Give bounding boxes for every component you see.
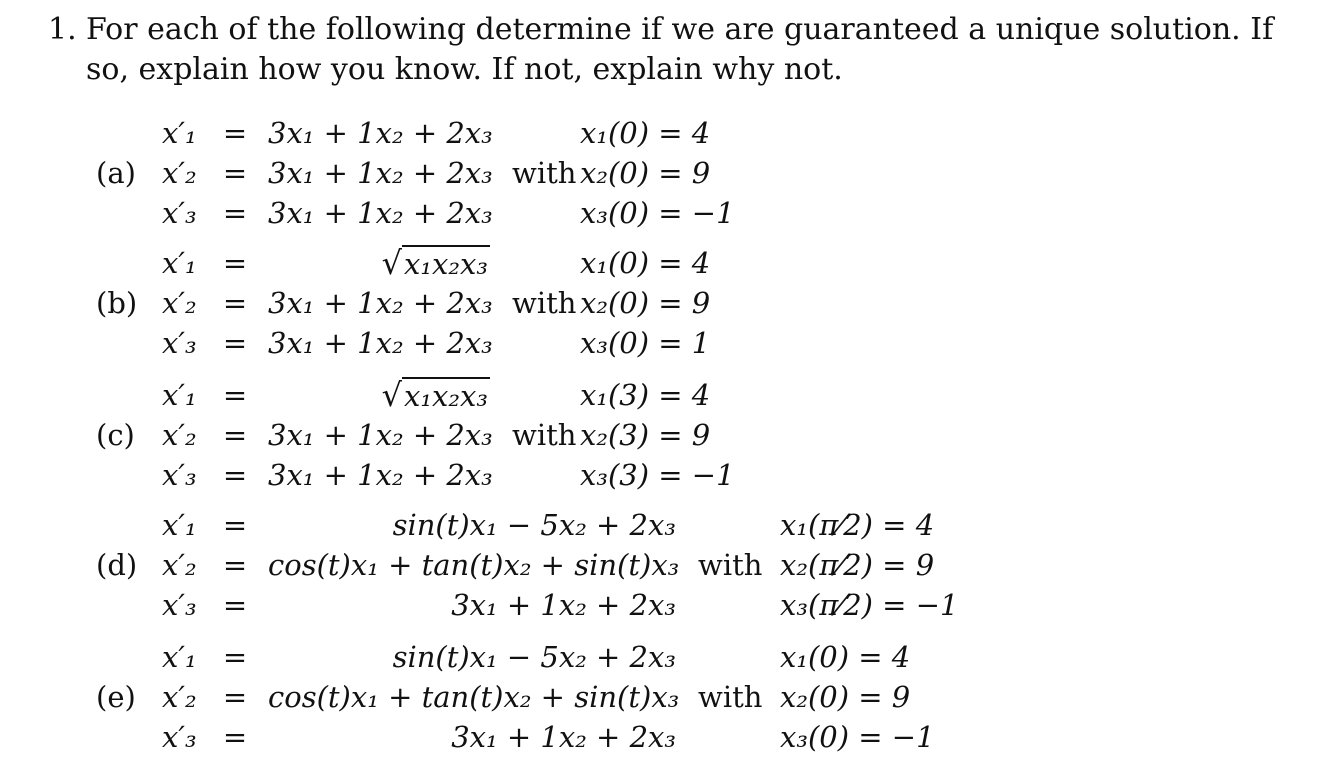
rhs-expression: 3x₁ + 1x₂ + 2x₃ [268,418,493,452]
lhs-term: x′₂ [162,680,197,714]
equation-row [0,638,1320,676]
rhs-expression: cos(t)x₁ + tan(t)x₂ + sin(t)x₃ [268,680,680,714]
equals-sign: = [222,588,248,622]
rhs-expression: 3x₁ + 1x₂ + 2x₃ [268,326,493,360]
equals-sign: = [222,720,248,754]
lhs-term: x′₃ [162,588,197,622]
radicand: x₁x₂x₃ [404,379,488,413]
equation-row [0,376,1320,414]
initial-condition: x₃(π⁄2) = −1 [780,588,959,622]
part-d [0,506,1320,626]
initial-condition: x₃(0) = −1 [780,720,935,754]
part-a [0,114,1320,234]
equals-sign: = [222,246,248,280]
lhs-term: x′₃ [162,458,197,492]
part-b [0,244,1320,364]
equals-sign: = [222,458,248,492]
lhs-term: x′₁ [162,378,197,412]
equals-sign: = [222,196,248,230]
equals-sign: = [222,286,248,320]
initial-condition: x₃(3) = −1 [580,458,735,492]
equals-sign: = [222,680,248,714]
lhs-term: x′₃ [162,720,197,754]
part-label: (e) [96,680,136,714]
equation-row [0,416,1320,454]
equals-sign: = [222,508,248,542]
lhs-term: x′₂ [162,286,197,320]
initial-condition: x₂(π⁄2) = 9 [780,548,935,582]
with-word: with [698,680,763,714]
with-word: with [512,418,577,452]
rhs-expression: sin(t)x₁ − 5x₂ + 2x₃ [392,640,676,674]
rhs-expression: sin(t)x₁ − 5x₂ + 2x₃ [392,508,676,542]
equation-row [0,456,1320,494]
part-label: (b) [96,286,138,320]
question-text: For each of the following determine if we are guaranteed a unique solution. If so, explain how you know. If not, explain why not. [86,12,1274,87]
part-e [0,638,1320,758]
rhs-expression: 3x₁ + 1x₂ + 2x₃ [268,458,493,492]
equals-sign: = [222,378,248,412]
initial-condition: x₃(0) = −1 [580,196,735,230]
equals-sign: = [222,326,248,360]
lhs-term: x′₁ [162,246,197,280]
lhs-term: x′₂ [162,156,197,190]
rhs-expression: 3x₁ + 1x₂ + 2x₃ [268,156,493,190]
equals-sign: = [222,640,248,674]
rhs-expression: 3x₁ + 1x₂ + 2x₃ [451,588,676,622]
initial-condition: x₁(π⁄2) = 4 [780,508,935,542]
lhs-term: x′₃ [162,196,197,230]
rhs-expression: 3x₁ + 1x₂ + 2x₃ [268,286,493,320]
equals-sign: = [222,548,248,582]
with-word: with [698,548,763,582]
equation-row [0,194,1320,232]
part-label: (a) [96,156,136,190]
lhs-term: x′₁ [162,640,197,674]
equation-row [0,284,1320,322]
lhs-term: x′₁ [162,508,197,542]
initial-condition: x₂(0) = 9 [580,156,711,190]
initial-condition: x₂(3) = 9 [580,418,711,452]
square-root [382,244,490,283]
equation-row [0,546,1320,584]
part-label: (c) [96,418,135,452]
initial-condition: x₃(0) = 1 [580,326,711,360]
question-number: 1. [48,12,77,47]
with-word: with [512,156,577,190]
lhs-term: x′₂ [162,418,197,452]
equation-row [0,506,1320,544]
initial-condition: x₁(0) = 4 [580,116,711,150]
equals-sign: = [222,116,248,150]
initial-condition: x₂(0) = 9 [580,286,711,320]
equation-row [0,678,1320,716]
equation-row [0,586,1320,624]
equation-row [0,718,1320,756]
radical-sign: √ [381,244,403,282]
equation-row [0,244,1320,282]
rhs-expression: 3x₁ + 1x₂ + 2x₃ [268,116,493,150]
rhs-expression [268,244,490,283]
rhs-expression [268,376,490,415]
lhs-term: x′₁ [162,116,197,150]
initial-condition: x₁(0) = 4 [580,246,711,280]
radicand: x₁x₂x₃ [404,247,488,281]
equation-row [0,324,1320,362]
lhs-term: x′₂ [162,548,197,582]
equals-sign: = [222,156,248,190]
equation-row [0,154,1320,192]
part-c [0,376,1320,496]
rhs-expression: 3x₁ + 1x₂ + 2x₃ [451,720,676,754]
square-root [382,376,490,415]
initial-condition: x₁(3) = 4 [580,378,711,412]
lhs-term: x′₃ [162,326,197,360]
with-word: with [512,286,577,320]
initial-condition: x₂(0) = 9 [780,680,911,714]
initial-condition: x₁(0) = 4 [780,640,911,674]
rhs-expression: 3x₁ + 1x₂ + 2x₃ [268,196,493,230]
equals-sign: = [222,418,248,452]
equation-row [0,114,1320,152]
part-label: (d) [96,548,138,582]
rhs-expression: cos(t)x₁ + tan(t)x₂ + sin(t)x₃ [268,548,680,582]
radical-sign: √ [381,376,403,414]
